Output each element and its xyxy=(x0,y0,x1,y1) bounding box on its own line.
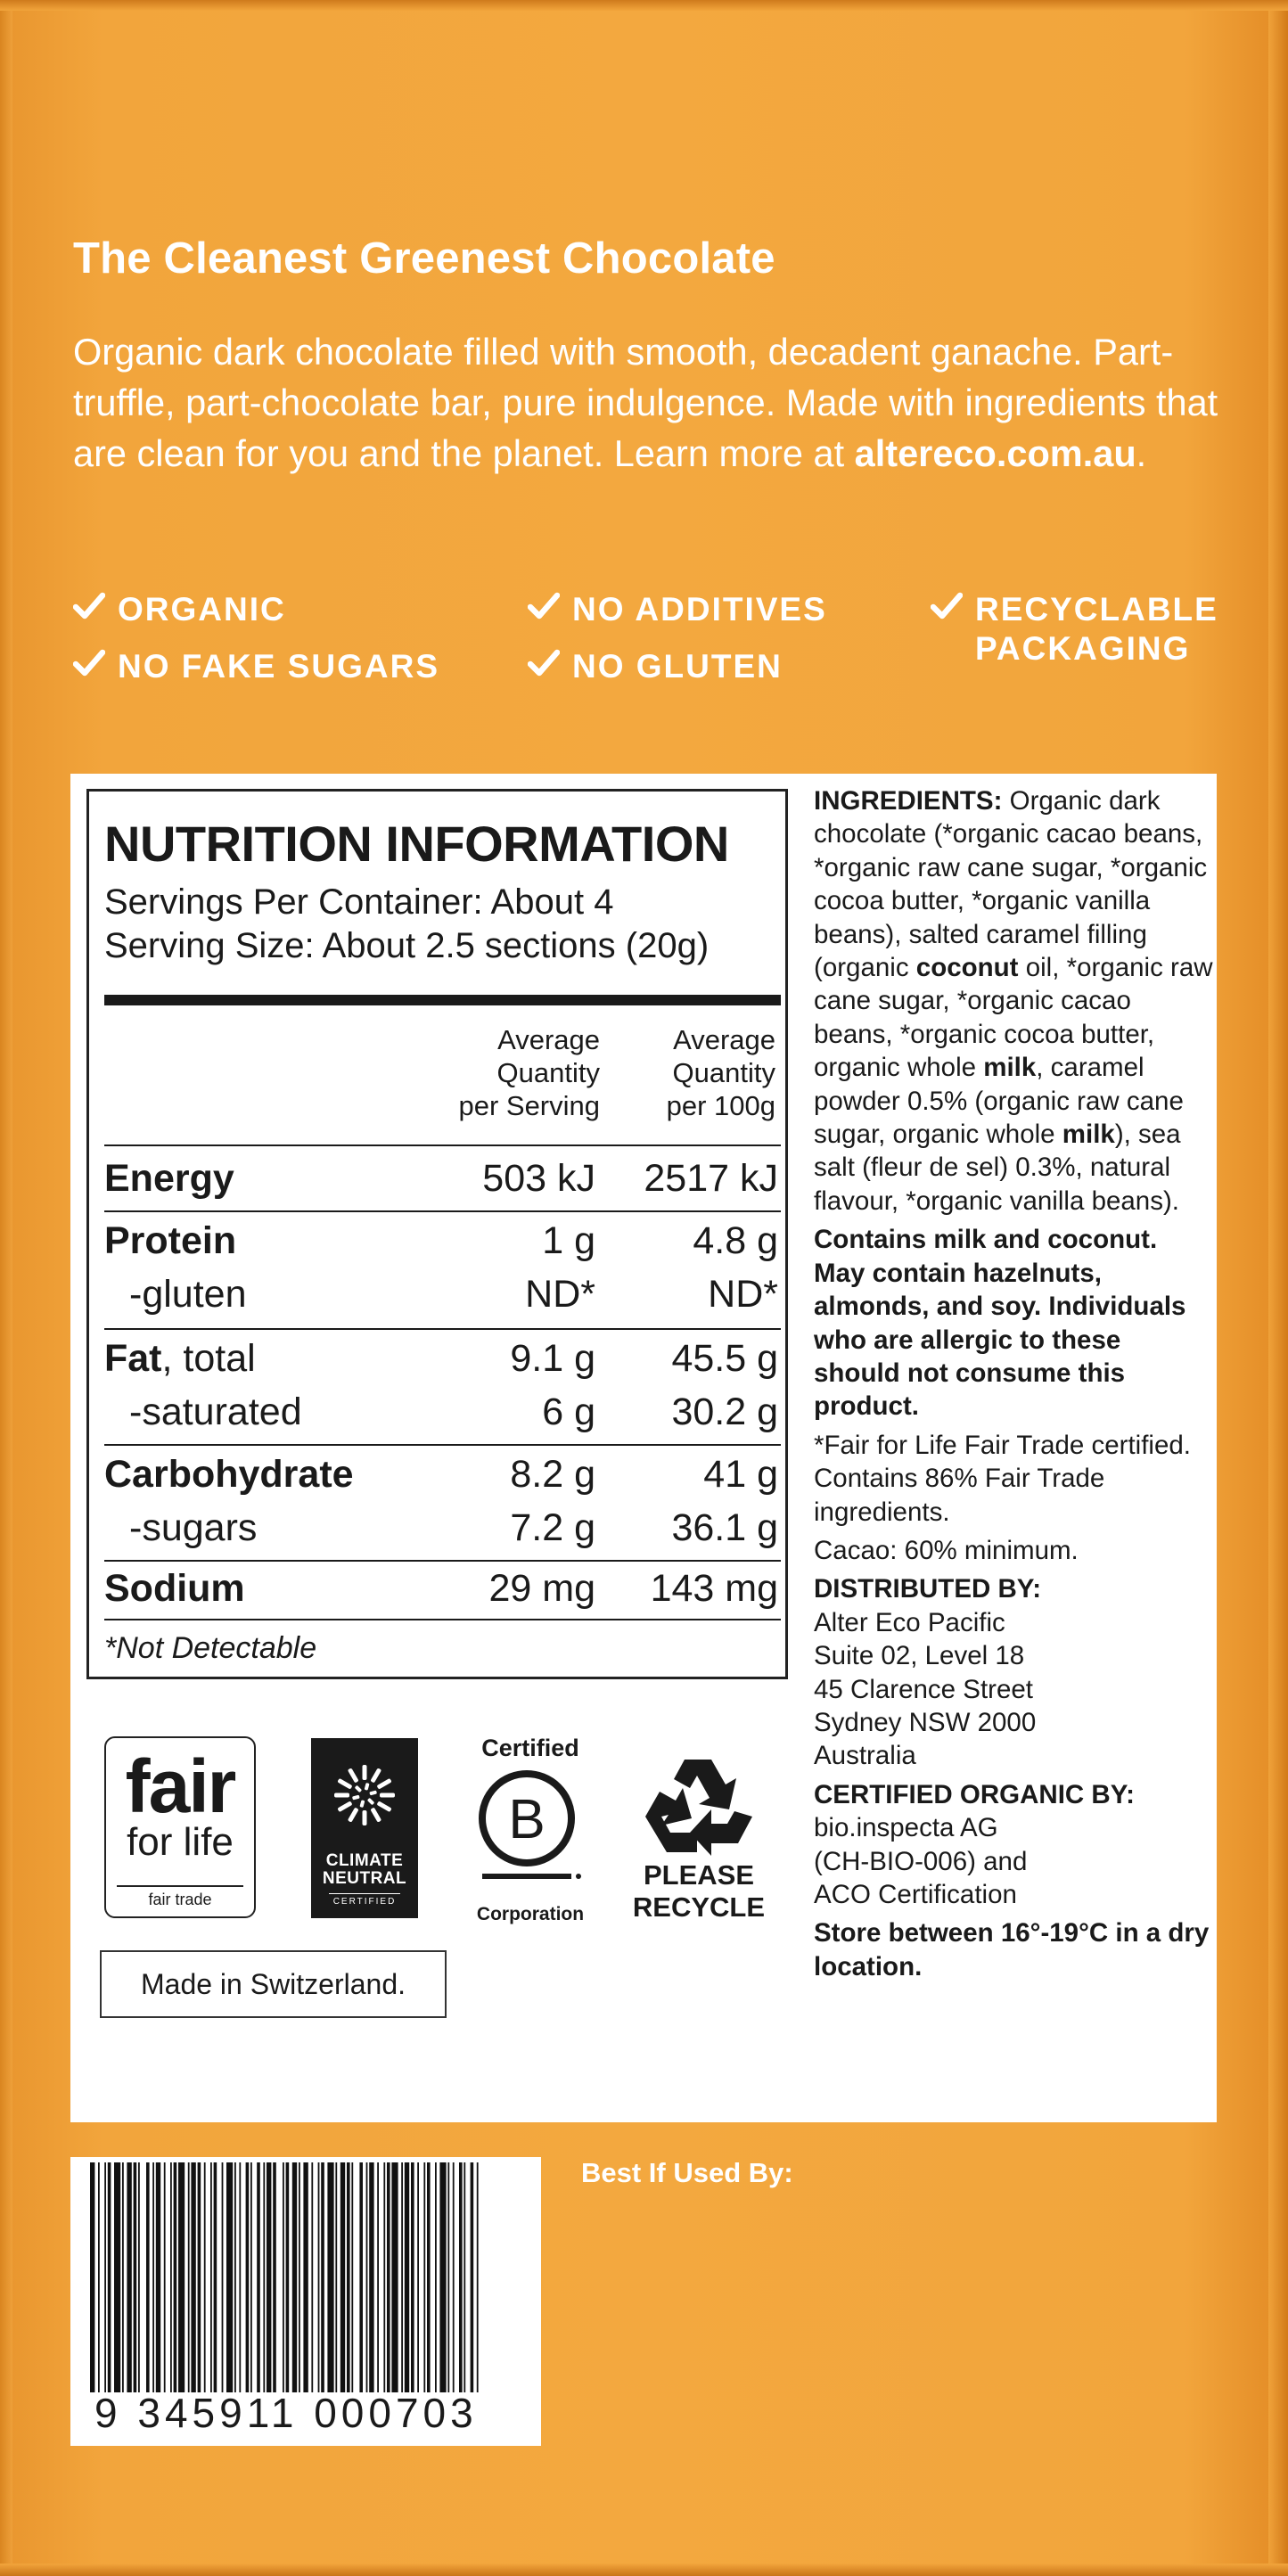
claim-organic xyxy=(73,590,286,629)
barcode-bar xyxy=(427,2162,431,2392)
headline: The Cleanest Greenest Chocolate xyxy=(73,234,775,283)
barcode-bar xyxy=(170,2162,172,2392)
check-icon xyxy=(73,647,105,679)
barcode-bar xyxy=(387,2162,390,2392)
certifier-line: (CH-BIO-006) and xyxy=(814,1846,1028,1876)
barcode-bar xyxy=(351,2162,353,2392)
divider xyxy=(104,995,781,1005)
barcode-bar xyxy=(134,2162,137,2392)
divider xyxy=(104,1444,781,1446)
barcode xyxy=(85,2162,482,2392)
nutrition-row-sugars xyxy=(104,1506,781,1560)
certifier xyxy=(814,1778,1213,1912)
claim-label: NO FAKE SUGARS xyxy=(118,648,440,685)
barcode-bar xyxy=(318,2162,320,2392)
barcode-bar xyxy=(439,2162,446,2392)
nutrition-row-protein xyxy=(104,1219,781,1273)
value-per-serving: ND* xyxy=(525,1273,595,1316)
certifier-line: bio.inspecta AG xyxy=(814,1813,998,1843)
barcode-bar xyxy=(369,2162,373,2392)
value-per-serving: 7.2 g xyxy=(510,1506,595,1549)
barcode-bar xyxy=(90,2162,94,2392)
barcode-bar xyxy=(377,2162,379,2392)
please-recycle-logo xyxy=(628,1754,770,1924)
barcode-bar xyxy=(471,2162,474,2392)
barcode-bar xyxy=(411,2162,414,2392)
address-line: Sydney NSW 2000 xyxy=(814,1707,1037,1737)
storage-instructions: Store between 16°-19°C in a dry location. xyxy=(814,1918,1210,1981)
barcode-bar xyxy=(191,2162,195,2392)
value-per-serving: 29 mg xyxy=(488,1567,595,1610)
barcode-bar xyxy=(435,2162,437,2392)
intro-text xyxy=(73,326,1250,479)
claim-label: ORGANIC xyxy=(118,591,286,628)
distributor xyxy=(814,1572,1213,1772)
nutrition-row-saturated xyxy=(104,1391,781,1444)
allergen-coconut: coconut xyxy=(915,953,1019,983)
fair-for-life-logo xyxy=(104,1736,256,1918)
fair-word: fair xyxy=(125,1744,235,1828)
barcode-bar xyxy=(347,2162,350,2392)
barcode-bar xyxy=(405,2162,409,2392)
barcode-bar xyxy=(273,2162,276,2392)
barcode-bar xyxy=(477,2162,479,2392)
barcode-bar xyxy=(359,2162,363,2392)
claim-no-gluten xyxy=(528,647,783,686)
barcode-bar xyxy=(286,2162,290,2392)
barcode-bar xyxy=(127,2162,131,2392)
nutrition-table xyxy=(86,789,788,1679)
package-edge-left xyxy=(0,0,12,2576)
barcode-bar xyxy=(114,2162,120,2392)
for-life-word: for life xyxy=(127,1820,234,1864)
claim-recyclable-packaging xyxy=(931,590,1218,669)
barcode-bar xyxy=(263,2162,265,2392)
barcode-bar xyxy=(459,2162,463,2392)
footnote: *Not Detectable xyxy=(104,1631,317,1665)
barcode-bar xyxy=(138,2162,140,2392)
header-line: Average xyxy=(497,1024,600,1055)
nutrient-label: Energy xyxy=(104,1157,234,1200)
please-word: PLEASE xyxy=(643,1859,755,1891)
package-edge-bottom xyxy=(0,2564,1288,2576)
barcode-bar xyxy=(156,2162,160,2392)
cacao-statement: Cacao: 60% minimum. xyxy=(814,1535,1079,1565)
value-per-100g: 4.8 g xyxy=(693,1219,778,1262)
fair-trade-statement: *Fair for Life Fair Trade certified. Contains 86% Fair Trade ingredients. xyxy=(814,1430,1191,1527)
value-per-serving: 503 kJ xyxy=(482,1157,595,1200)
barcode-bar xyxy=(391,2162,398,2392)
barcode-bar xyxy=(250,2162,252,2392)
barcode-bar xyxy=(146,2162,150,2392)
nutrient-label: Protein xyxy=(104,1219,237,1262)
distributor-heading: DISTRIBUTED BY: xyxy=(814,1574,1042,1604)
header-line: per 100g xyxy=(666,1090,775,1121)
barcode-bar xyxy=(122,2162,124,2392)
address-line: Suite 02, Level 18 xyxy=(814,1641,1025,1671)
barcode-bar xyxy=(98,2162,100,2392)
barcode-number: 9 345911 000703 xyxy=(94,2390,478,2436)
address-line: Australia xyxy=(814,1741,916,1771)
nutrient-label: Carbohydrate xyxy=(104,1453,354,1496)
ingredients-text xyxy=(814,784,1213,1218)
nutrition-title: NUTRITION INFORMATION xyxy=(104,816,729,872)
value-per-serving: 8.2 g xyxy=(510,1453,595,1496)
intro-body: Organic dark chocolate filled with smooth, decadent ganache. Part-truffle, part-chocolate bar, pure indulgence. Made with ingredients that are clean for you and the planet. Learn more at xyxy=(73,331,1218,474)
value-per-serving: 6 g xyxy=(542,1391,595,1433)
claim-label-line: PACKAGING xyxy=(975,630,1191,667)
serving-size: Serving Size: About 2.5 sections (20g) xyxy=(104,926,710,965)
check-icon xyxy=(73,590,105,622)
allergen-statement: Contains milk and coconut. May contain hazelnuts, almonds, and soy. Individuals who are allergic to these should not consume this product. xyxy=(814,1225,1186,1422)
certified-word: CERTIFIED xyxy=(329,1893,400,1907)
ingredients-part: Organic dark chocolate (*organic cacao beans, *organic raw cane sugar, *organic cocoa butter, *organic vanilla beans), salted caramel filling (organic xyxy=(814,786,1208,983)
claim-label: NO ADDITIVES xyxy=(572,591,827,628)
climate-neutral-logo xyxy=(311,1738,418,1918)
made-in-box: Made in Switzerland. xyxy=(100,1950,447,2018)
address-line: 45 Clarence Street xyxy=(814,1674,1033,1704)
barcode-bar xyxy=(226,2162,233,2392)
ingredients-heading: INGREDIENTS: xyxy=(814,786,1003,816)
barcode-bar xyxy=(198,2162,201,2392)
recycle-icon xyxy=(640,1754,758,1858)
nutrition-row-energy xyxy=(104,1157,781,1210)
value-per-100g: 36.1 g xyxy=(671,1506,778,1549)
barcode-bar xyxy=(108,2162,111,2392)
value-per-serving: 9.1 g xyxy=(510,1337,595,1380)
barcode-bar xyxy=(152,2162,154,2392)
best-by-label: Best If Used By: xyxy=(581,2157,793,2188)
nutrition-row-carbohydrate xyxy=(104,1453,781,1506)
sunburst-icon xyxy=(332,1751,397,1840)
barcode-bar xyxy=(292,2162,297,2392)
claim-no-fake-sugars xyxy=(73,647,439,686)
barcode-bar xyxy=(214,2162,217,2392)
value-per-100g: 2517 kJ xyxy=(644,1157,778,1200)
ingredients-part: ), sea salt (fleur de sel) 0.3%, natural flavour, *organic vanilla beans). xyxy=(814,1120,1181,1216)
allergen-milk: milk xyxy=(1062,1120,1115,1150)
column-header-per-serving xyxy=(458,1023,600,1122)
ingredients-part: oil, *organic raw cane sugar, *organic cacao beans, *organic cocoa butter, organic whole xyxy=(814,953,1213,1083)
barcode-bar xyxy=(447,2162,449,2392)
barcode-bar xyxy=(335,2162,337,2392)
nutrient-suffix: , total xyxy=(161,1337,256,1380)
allergen-milk: milk xyxy=(983,1053,1037,1083)
check-icon xyxy=(931,590,963,622)
website-link: altereco.com.au xyxy=(854,432,1136,474)
barcode-bar xyxy=(366,2162,368,2392)
barcode-bar xyxy=(222,2162,224,2392)
intro-end: . xyxy=(1136,432,1147,474)
barcode-bar xyxy=(311,2162,313,2392)
barcode-bar xyxy=(423,2162,425,2392)
value-per-100g: 41 g xyxy=(703,1453,778,1496)
nutrient-label: -gluten xyxy=(129,1273,247,1316)
barcode-bar xyxy=(239,2162,241,2392)
climate-neutral-label xyxy=(311,1852,418,1888)
check-icon xyxy=(528,647,560,679)
barcode-bar xyxy=(174,2162,177,2392)
barcode-bar xyxy=(104,2162,106,2392)
divider xyxy=(104,1560,781,1562)
header-line: per Serving xyxy=(458,1090,600,1121)
nutrient-label: -saturated xyxy=(129,1391,302,1433)
fair-trade-word: fair trade xyxy=(117,1885,243,1909)
b-letter: B xyxy=(508,1789,546,1850)
claim-label xyxy=(975,590,1218,669)
barcode-bar xyxy=(210,2162,212,2392)
divider xyxy=(104,1144,781,1146)
barcode-bar xyxy=(257,2162,260,2392)
certified-word: Certified xyxy=(481,1735,579,1761)
ingredients-part: , caramel powder 0.5% (organic raw cane sugar, organic whole xyxy=(814,1053,1184,1150)
barcode-bar xyxy=(383,2162,385,2392)
claim-no-additives xyxy=(528,590,827,629)
barcode-bar xyxy=(178,2162,185,2392)
corporation-word: Corporation xyxy=(476,1904,585,1924)
package-edge-top xyxy=(0,0,1288,11)
header-line: Quantity xyxy=(496,1057,600,1088)
b-corp-mark xyxy=(477,1768,584,1884)
value-per-100g: 143 mg xyxy=(650,1567,778,1610)
nutrition-row-fat xyxy=(104,1337,781,1391)
barcode-bar xyxy=(340,2162,345,2392)
nutrient-name: Fat xyxy=(104,1337,162,1380)
nutrient-label: Sodium xyxy=(104,1567,245,1610)
barcode-bar xyxy=(246,2162,250,2392)
barcode-bar xyxy=(327,2162,333,2392)
divider xyxy=(104,1619,781,1620)
barcode-bar xyxy=(188,2162,190,2392)
nutrition-row-sodium xyxy=(104,1567,781,1620)
ingredients-column xyxy=(814,784,1213,1989)
header-line: Average xyxy=(673,1024,775,1055)
barcode-bar xyxy=(453,2162,455,2392)
address-line: Alter Eco Pacific xyxy=(814,1607,1005,1637)
barcode-bar xyxy=(204,2162,206,2392)
recycle-word: RECYCLE xyxy=(632,1891,766,1923)
neutral-word: NEUTRAL xyxy=(322,1869,407,1888)
claim-label-line: RECYCLABLE xyxy=(975,591,1218,628)
value-per-serving: 1 g xyxy=(542,1219,595,1262)
package-edge-right xyxy=(1268,0,1288,2576)
barcode-bar xyxy=(464,2162,465,2392)
barcode-bar xyxy=(303,2162,308,2392)
value-per-100g: ND* xyxy=(708,1273,778,1316)
barcode-bar xyxy=(417,2162,419,2392)
barcode-bar xyxy=(299,2162,300,2392)
column-header-per-100g xyxy=(667,1023,775,1122)
climate-word: CLIMATE xyxy=(325,1851,404,1870)
barcode-bar xyxy=(267,2162,271,2392)
please-recycle-label xyxy=(628,1859,770,1924)
divider xyxy=(104,1328,781,1330)
b-corp-logo xyxy=(470,1735,591,1925)
nutrient-label: -sugars xyxy=(129,1506,258,1549)
barcode-bar xyxy=(283,2162,284,2392)
servings-per-container: Servings Per Container: About 4 xyxy=(104,882,614,922)
barcode-bar xyxy=(321,2162,324,2392)
barcode-bar xyxy=(164,2162,166,2392)
check-icon xyxy=(528,590,560,622)
value-per-100g: 45.5 g xyxy=(671,1337,778,1380)
value-per-100g: 30.2 g xyxy=(671,1391,778,1433)
certifier-line: ACO Certification xyxy=(814,1880,1017,1909)
claim-label: NO GLUTEN xyxy=(572,648,783,685)
barcode-bar xyxy=(234,2162,236,2392)
divider xyxy=(104,1210,781,1212)
certifier-heading: CERTIFIED ORGANIC BY: xyxy=(814,1779,1136,1809)
nutrition-row-gluten xyxy=(104,1273,781,1326)
barcode-bar xyxy=(401,2162,403,2392)
nutrient-label xyxy=(104,1337,256,1381)
header-line: Quantity xyxy=(672,1057,775,1088)
